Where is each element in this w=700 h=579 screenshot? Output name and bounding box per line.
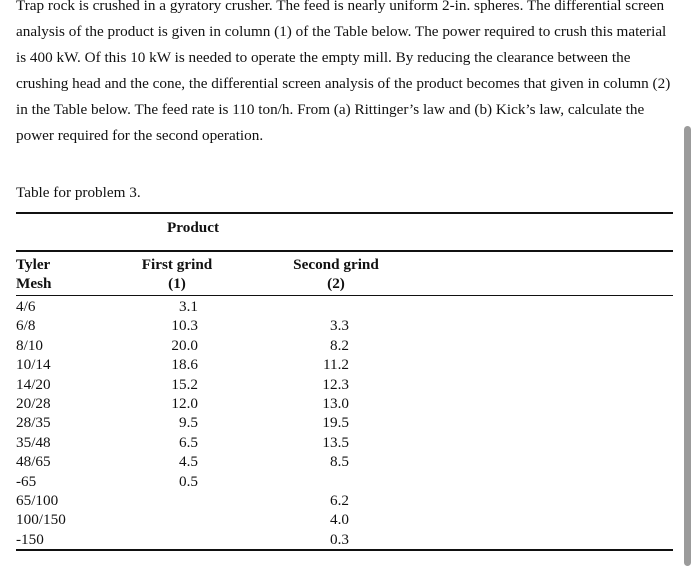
mesh-header-line1: Tyler xyxy=(16,256,51,273)
mesh-cell: -150 xyxy=(16,530,44,548)
second-grind-cell: 12.3 xyxy=(322,375,349,393)
table-bottom-rule xyxy=(16,549,673,551)
header-rule xyxy=(16,250,673,252)
mesh-cell: 6/8 xyxy=(16,317,36,335)
second-grind-cell: 0.3 xyxy=(330,530,349,548)
table-row xyxy=(0,433,700,452)
second-grind-cell: 4.0 xyxy=(330,511,349,529)
second-grind-column-header xyxy=(283,255,389,293)
table-row xyxy=(0,316,700,335)
mesh-cell: 4/6 xyxy=(16,298,36,315)
table-top-rule xyxy=(16,212,673,214)
mesh-cell: 10/14 xyxy=(16,356,51,374)
mesh-cell: 8/10 xyxy=(16,336,44,354)
product-group-header: Product xyxy=(167,219,220,236)
second-grind-cell: 13.0 xyxy=(322,394,349,412)
table-row xyxy=(0,297,700,316)
mesh-cell: 20/28 xyxy=(16,394,51,412)
mesh-cell: 48/65 xyxy=(16,453,51,471)
mesh-cell: 100/150 xyxy=(16,511,66,529)
mesh-cell: 28/35 xyxy=(16,414,51,432)
first-grind-cell: 6.5 xyxy=(179,433,198,451)
first-grind-cell: 12.0 xyxy=(171,394,198,412)
first-grind-cell: 18.6 xyxy=(171,356,198,374)
first-grind-cell: 15.2 xyxy=(171,375,198,393)
mesh-cell: 14/20 xyxy=(16,375,51,393)
first-grind-cell: 4.5 xyxy=(179,453,198,471)
second-grind-cell: 6.2 xyxy=(330,491,349,509)
second-grind-cell: 8.2 xyxy=(330,336,349,354)
problem-statement: Trap rock is crushed in a gyratory crusher. The feed is nearly uniform 2-in. spheres. The differential screen analysis of the product is given in column (1) of the Table below. The power required to crush this material is 400 kW. Of this 10 kW is needed to operate the empty mill. By reducing the clearance between the crushing head and the cone, the differential screen analysis of the product becomes that given in column (2) in the Table below. The feed rate is 110 ton/h. From (a) Rittinger’s law and (b) Kick’s law, calculate the power required for the second operation. xyxy=(16,0,671,144)
first-grind-cell: 20.0 xyxy=(171,336,198,354)
first-grind-header-line1: First grind xyxy=(141,256,213,273)
mesh-header-line2: Mesh xyxy=(16,275,52,292)
table-row xyxy=(0,355,700,374)
second-grind-cell: 13.5 xyxy=(322,433,349,451)
table-row xyxy=(0,452,700,471)
mesh-cell: -65 xyxy=(16,472,37,490)
table-row xyxy=(0,510,700,529)
second-grind-cell: 19.5 xyxy=(322,414,349,432)
second-grind-cell: 11.2 xyxy=(322,356,349,374)
mesh-cell: 65/100 xyxy=(16,491,59,509)
table-caption: Table for problem 3. xyxy=(16,184,141,201)
first-grind-column-header xyxy=(128,255,226,293)
table-row xyxy=(0,394,700,413)
first-grind-cell: 10.3 xyxy=(171,317,198,335)
mesh-column-header xyxy=(16,255,51,293)
table-row xyxy=(0,413,700,432)
first-grind-cell: 3.1 xyxy=(179,298,198,315)
second-grind-cell: 8.5 xyxy=(330,453,349,471)
table-row xyxy=(0,472,700,491)
second-grind-header-line1: Second grind xyxy=(293,256,379,273)
column-header-rule xyxy=(16,295,673,296)
table-row xyxy=(0,375,700,394)
second-grind-header-line2: (2) xyxy=(327,275,345,292)
table-row xyxy=(0,336,700,355)
table-body xyxy=(0,297,700,549)
table-row xyxy=(0,530,700,549)
second-grind-cell: 3.3 xyxy=(330,317,349,335)
mesh-cell: 35/48 xyxy=(16,433,51,451)
first-grind-cell: 0.5 xyxy=(179,472,198,490)
vertical-scrollbar[interactable] xyxy=(684,126,691,566)
table-row xyxy=(0,491,700,510)
first-grind-header-line2: (1) xyxy=(168,275,186,292)
first-grind-cell: 9.5 xyxy=(179,414,198,432)
